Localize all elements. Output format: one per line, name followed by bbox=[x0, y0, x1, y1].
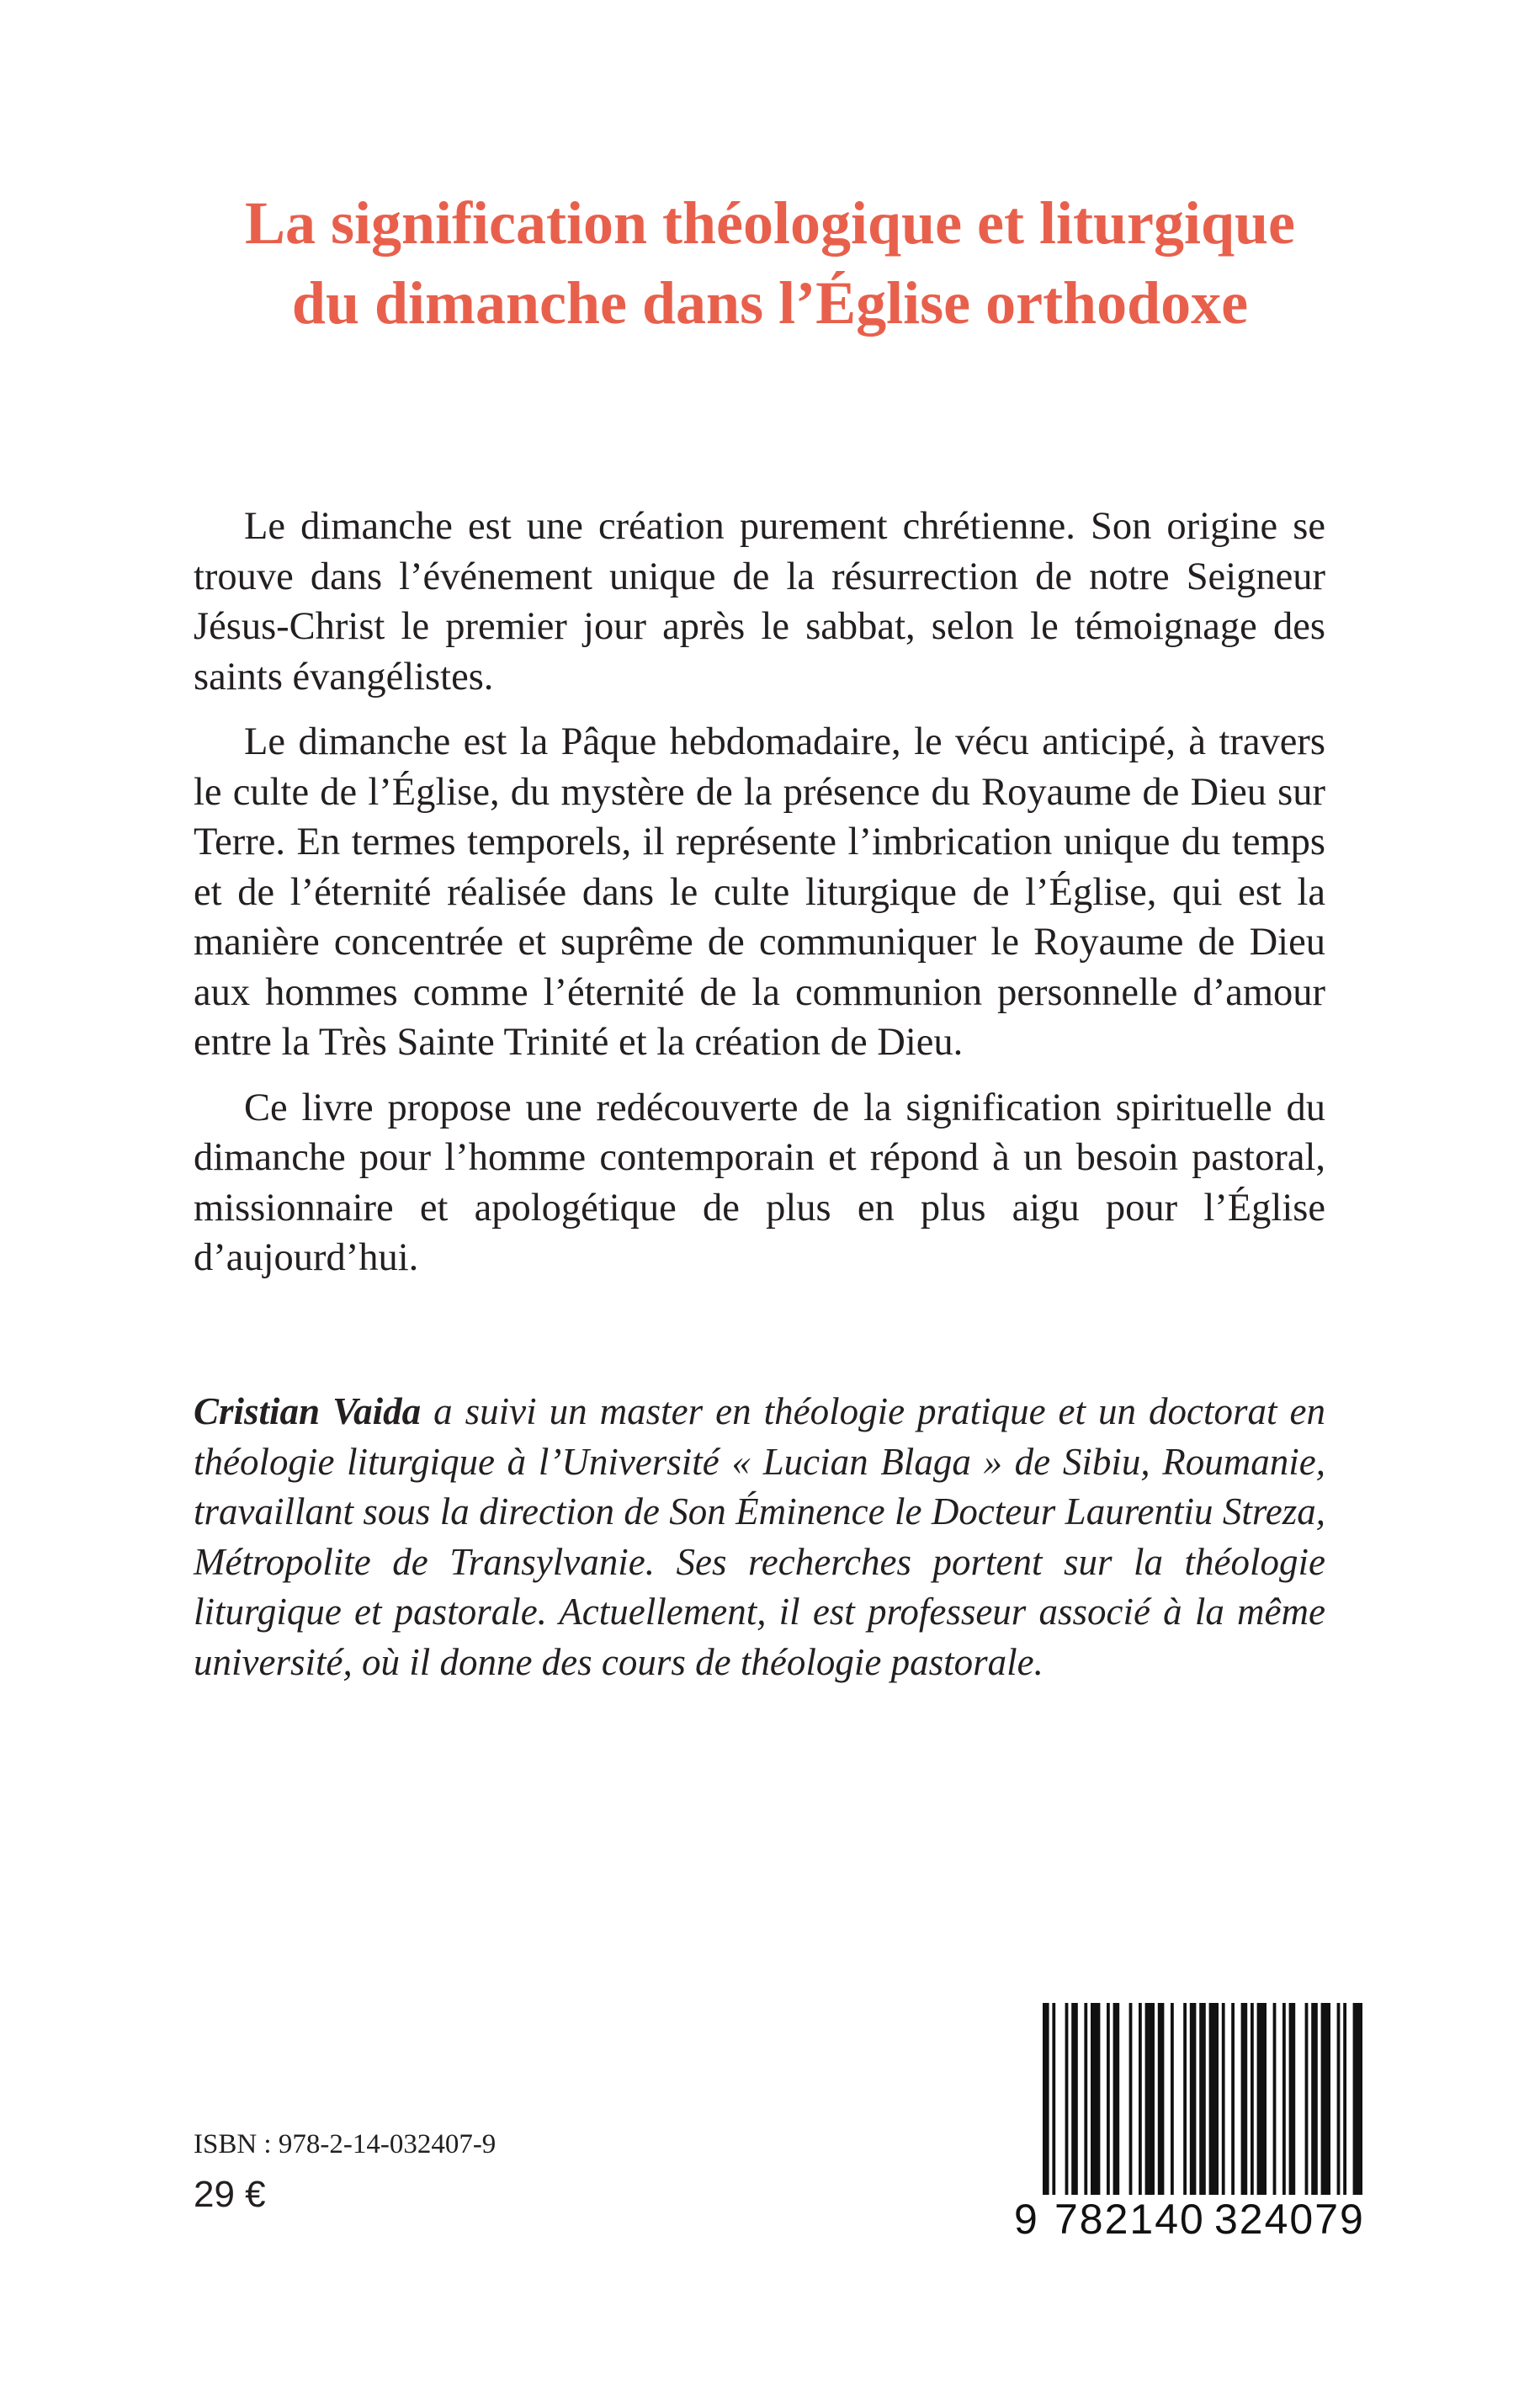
price: 29 € bbox=[194, 2174, 266, 2215]
author-bio bbox=[194, 1387, 1325, 1687]
book-title bbox=[101, 183, 1439, 343]
book-title-line-1: La signification théologique et liturgique bbox=[244, 189, 1296, 258]
barcode-digit-lead: 9 bbox=[1014, 2196, 1038, 2243]
barcode-digit-group-2: 324079 bbox=[1214, 2196, 1365, 2243]
summary-paragraph-2: Le dimanche est la Pâque hebdomadaire, le vécu anticipé, à travers le culte de l’Église, du mystère de la présence du Royaume de Dieu sur Terre. En termes temporels, il représente l’imbrication unique du temps et de l’éternité réalisée dans le culte liturgique de l’Église, qui est la manière concentrée et suprême de communiquer le Royaume de Dieu aux hommes comme l’éternité de la communion personnelle d’amour entre la Très Sainte Trinité et la création de Dieu. bbox=[194, 720, 1325, 1064]
summary-paragraph-1: Le dimanche est une création purement chrétienne. Son origine se trouve dans l’événement unique de la résurrection de notre Seigneur Jésus-Christ le premier jour après le sabbat, selon le témoignage des saints évangélistes. bbox=[194, 505, 1325, 699]
barcode-digit-group-1: 782140 bbox=[1054, 2196, 1205, 2243]
barcode bbox=[1006, 2003, 1376, 2255]
isbn: ISBN : 978-2-14-032407-9 bbox=[194, 2129, 497, 2159]
author-name: Cristian Vaida bbox=[194, 1390, 422, 1432]
author-bio-text: a suivi un master en théologie pratique et un doctorat en théologie liturgique à l’Université « Lucian Blaga » de Sibiu, Roumanie, travaillant sous la direction de Son Éminence le Docteur Laurentiu Streza, Métropolite de Transylvanie. Ses recherches portent sur la théologie liturgique et pastorale. Actuellement, il est professeur associé à la même université, où il donne des cours de théologie pastorale. bbox=[194, 1390, 1325, 1683]
summary-paragraph-3: Ce livre propose une redécouverte de la signification spirituelle du dimanche pour l’homme contemporain et répond à un besoin pastoral, missionnaire et apologétique de plus en plus aigu pour l’Église d’aujourd’hui. bbox=[194, 1086, 1325, 1279]
barcode-digits bbox=[1006, 2190, 1376, 2249]
book-title-line-2: du dimanche dans l’Église orthodoxe bbox=[291, 269, 1249, 337]
book-summary bbox=[194, 502, 1325, 1299]
